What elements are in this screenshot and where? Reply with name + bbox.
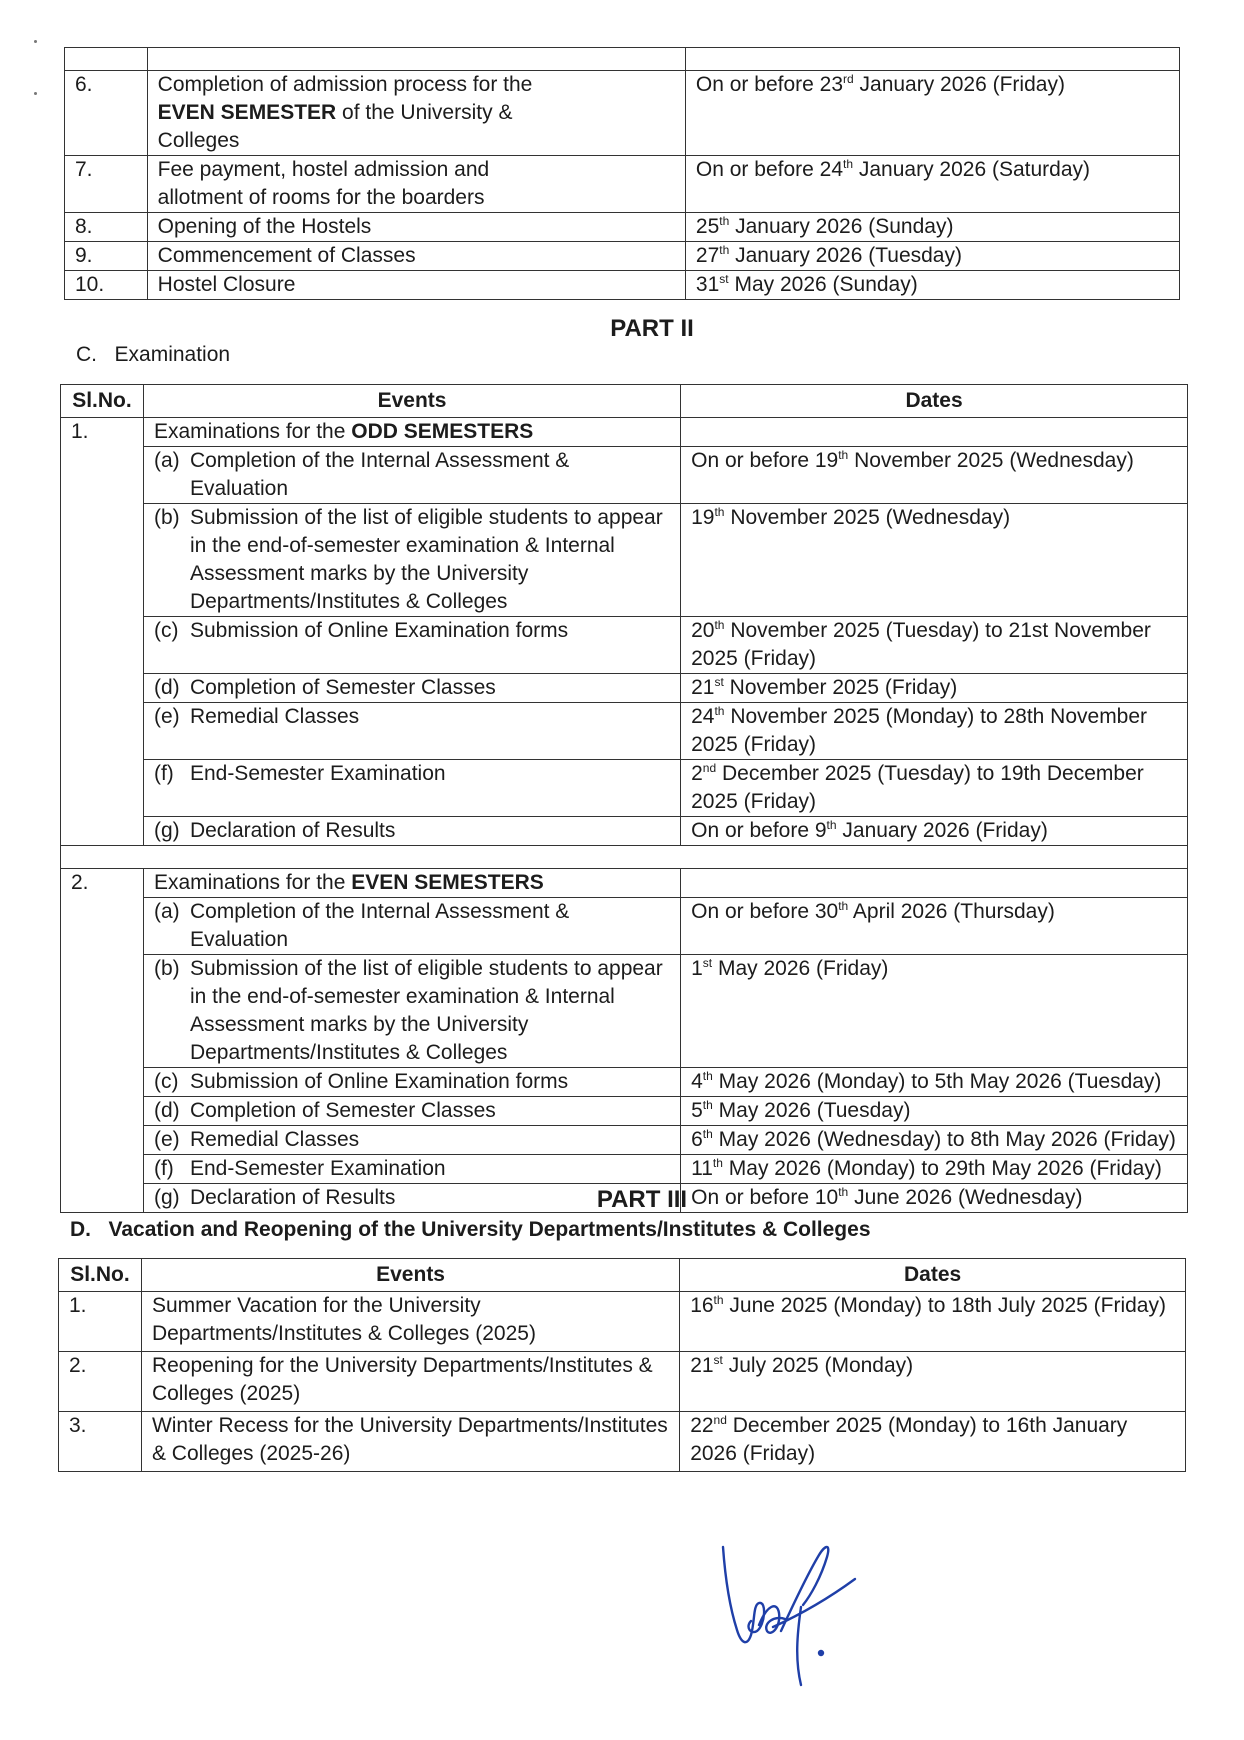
event-cell xyxy=(147,242,685,271)
header-events: Events xyxy=(141,1259,679,1292)
event-cell xyxy=(143,1097,680,1126)
row-number: 9. xyxy=(65,242,148,271)
row-number: 1. xyxy=(59,1292,142,1352)
sub-item xyxy=(154,674,670,702)
event-text: Submission of the list of eligible students to appear in the end-of-semester examination & Internal Assessment marks by the University Departments/Institutes & Colleges xyxy=(189,506,663,613)
date-text-rest: December 2025 (Tuesday) to 19th December 2025 (Friday) xyxy=(691,762,1144,813)
table-row xyxy=(59,1352,1186,1412)
date-text: 31 xyxy=(695,273,720,296)
table-row xyxy=(61,1155,1188,1184)
date-ordinal: th xyxy=(843,157,854,171)
event-text: End-Semester Examination xyxy=(189,1157,446,1180)
sub-item-label: (b) xyxy=(153,506,180,529)
date-text: 21 xyxy=(690,1354,714,1377)
sub-item-label: (a) xyxy=(153,900,180,923)
row-number: 2. xyxy=(61,869,144,1213)
date-text-rest: April 2026 (Thursday) xyxy=(852,900,1055,923)
header-sl: Sl.No. xyxy=(61,385,144,418)
date-ordinal: th xyxy=(838,448,849,462)
date-cell xyxy=(680,1412,1186,1472)
sub-item-label: (a) xyxy=(153,449,180,472)
table-row xyxy=(65,271,1180,300)
section-title: Examination xyxy=(114,343,231,366)
group-title-text: Examinations for the xyxy=(153,871,346,894)
table-row xyxy=(61,703,1188,760)
date-ordinal: th xyxy=(826,818,837,832)
date-ordinal: th xyxy=(702,1127,713,1141)
date-cell xyxy=(681,504,1188,617)
table-row xyxy=(61,504,1188,617)
row-number: 10. xyxy=(65,271,148,300)
date-text: 2 xyxy=(691,762,703,785)
sub-item-label: (f) xyxy=(153,762,174,785)
date-cell xyxy=(681,418,1188,447)
date-cell xyxy=(680,1292,1186,1352)
date-cell xyxy=(685,242,1179,271)
date-cell xyxy=(681,1068,1188,1097)
sub-item-label: (e) xyxy=(153,705,180,728)
date-text: 6 xyxy=(691,1128,703,1151)
section-letter: D. xyxy=(70,1218,91,1241)
date-ordinal: st xyxy=(713,1353,723,1367)
event-text: Remedial Classes xyxy=(189,1128,360,1151)
table-row xyxy=(65,213,1180,242)
table-row xyxy=(61,760,1188,817)
event-text: Submission of Online Examination forms xyxy=(189,619,569,642)
event-text: Completion of Semester Classes xyxy=(189,676,496,699)
date-text-rest: December 2025 (Monday) to 16th January 2026 (Friday) xyxy=(690,1414,1128,1465)
date-cell xyxy=(681,703,1188,760)
date-ordinal: th xyxy=(719,214,730,228)
event-text: Opening of the Hostels xyxy=(157,215,372,238)
date-text: 4 xyxy=(691,1070,703,1093)
table-row xyxy=(65,156,1180,213)
event-cell xyxy=(141,1292,679,1352)
sub-item-label: (c) xyxy=(153,1070,179,1093)
date-text: 5 xyxy=(691,1099,703,1122)
date-text: On or before 19 xyxy=(691,449,839,472)
date-text-rest: May 2026 (Sunday) xyxy=(734,273,918,296)
event-cell xyxy=(147,71,685,156)
event-text: Fee payment, hostel admission and allotment of rooms for the boarders xyxy=(157,158,490,209)
date-text: 24 xyxy=(691,705,715,728)
date-text-rest: January 2026 (Friday) xyxy=(859,73,1065,96)
date-ordinal: st xyxy=(702,956,713,970)
table-row xyxy=(61,955,1188,1068)
date-text-rest: November 2025 (Friday) xyxy=(729,676,958,699)
table-header-row xyxy=(61,385,1188,418)
date-text-rest: May 2026 (Wednesday) to 8th May 2026 (Friday) xyxy=(718,1128,1176,1151)
date-text-rest: November 2025 (Monday) to 28th November 2025 (Friday) xyxy=(691,705,1148,756)
date-ordinal: th xyxy=(712,1156,723,1170)
table-row xyxy=(61,898,1188,955)
date-ordinal: th xyxy=(702,1098,713,1112)
event-cell xyxy=(143,760,680,817)
event-cell xyxy=(147,271,685,300)
date-cell xyxy=(680,1352,1186,1412)
section-letter: C. xyxy=(76,343,97,366)
spacer-row xyxy=(61,846,1188,869)
event-cell xyxy=(147,213,685,242)
date-cell xyxy=(685,271,1179,300)
table-row xyxy=(65,71,1180,156)
event-cell xyxy=(143,617,680,674)
date-text-rest: July 2025 (Monday) xyxy=(728,1354,914,1377)
sub-item xyxy=(154,1068,670,1096)
sub-item xyxy=(154,1126,670,1154)
date-ordinal: nd xyxy=(702,761,717,775)
part3-title: PART III xyxy=(596,1186,688,1213)
event-bold-text: EVEN SEMESTER xyxy=(157,101,337,124)
sub-item xyxy=(154,1155,670,1183)
sub-item-label: (d) xyxy=(153,1099,180,1122)
header-dates: Dates xyxy=(680,1259,1186,1292)
scan-mark xyxy=(34,92,37,95)
date-ordinal: st xyxy=(714,675,724,689)
sub-item-label: (f) xyxy=(153,1157,174,1180)
event-text: Completion of the Internal Assessment & Evaluation xyxy=(189,449,570,500)
date-ordinal: th xyxy=(714,704,725,718)
table-row xyxy=(59,1292,1186,1352)
table-row xyxy=(65,48,1180,71)
table-row xyxy=(61,447,1188,504)
sub-item xyxy=(154,760,670,788)
date-text: 25 xyxy=(695,215,720,238)
date-ordinal: th xyxy=(719,243,730,257)
table-row xyxy=(61,1126,1188,1155)
row-number: 6. xyxy=(65,71,148,156)
sub-item-label: (e) xyxy=(153,1128,180,1151)
sub-item-label: (c) xyxy=(153,619,179,642)
event-text: Completion of the Internal Assessment & Evaluation xyxy=(189,900,570,951)
sub-item xyxy=(154,447,670,503)
date-text: On or before 24 xyxy=(695,158,843,181)
vacation-table xyxy=(58,1258,1186,1472)
header-dates: Dates xyxy=(681,385,1188,418)
date-text-rest: May 2026 (Monday) to 5th May 2026 (Tuesday) xyxy=(718,1070,1162,1093)
sub-item xyxy=(154,898,670,954)
event-cell xyxy=(143,817,680,846)
date-cell xyxy=(681,955,1188,1068)
date-text-rest: November 2025 (Wednesday) xyxy=(730,506,1011,529)
event-text: Summer Vacation for the University Departments/Institutes & Colleges (2025) xyxy=(151,1294,536,1345)
signature-icon xyxy=(715,1535,865,1695)
date-ordinal: th xyxy=(838,899,849,913)
date-text: 21 xyxy=(691,676,715,699)
row-number: 3. xyxy=(59,1412,142,1472)
date-text: On or before 10 xyxy=(691,1186,839,1209)
group-header-row xyxy=(61,418,1188,447)
row-number: 2. xyxy=(59,1352,142,1412)
date-cell xyxy=(681,617,1188,674)
table-row xyxy=(61,617,1188,674)
date-ordinal: th xyxy=(702,1069,713,1083)
date-cell xyxy=(681,869,1188,898)
date-cell xyxy=(681,760,1188,817)
date-cell xyxy=(685,71,1179,156)
date-text: 1 xyxy=(691,957,703,980)
event-cell xyxy=(143,447,680,504)
group-title-bold: ODD SEMESTERS xyxy=(351,420,534,443)
date-text: On or before 9 xyxy=(691,819,827,842)
row-number: 8. xyxy=(65,213,148,242)
sub-item xyxy=(154,955,670,1067)
event-text: Winter Recess for the University Departments/Institutes & Colleges (2025-26) xyxy=(151,1414,668,1465)
event-text: Submission of Online Examination forms xyxy=(189,1070,569,1093)
date-ordinal: rd xyxy=(843,72,854,86)
table-row xyxy=(61,674,1188,703)
event-cell xyxy=(143,955,680,1068)
event-cell xyxy=(141,1352,679,1412)
date-cell xyxy=(681,817,1188,846)
date-ordinal: th xyxy=(713,1293,724,1307)
sub-item-label: (g) xyxy=(153,819,180,842)
date-cell xyxy=(681,1097,1188,1126)
date-ordinal: nd xyxy=(713,1413,727,1427)
sub-item-label: (g) xyxy=(153,1186,180,1209)
part3-section-heading xyxy=(70,1218,871,1242)
date-ordinal: th xyxy=(714,505,725,519)
sub-item xyxy=(154,1097,670,1125)
header-sl: Sl.No. xyxy=(59,1259,142,1292)
date-ordinal: st xyxy=(719,272,729,286)
event-cell xyxy=(143,703,680,760)
event-text: Submission of the list of eligible students to appear in the end-of-semester examination & Internal Assessment marks by the University Departments/Institutes & Colleges xyxy=(189,957,663,1064)
event-text: End-Semester Examination xyxy=(189,762,446,785)
table-row xyxy=(59,1412,1186,1472)
event-text: Completion of admission process for the xyxy=(157,73,533,96)
section-title: Vacation and Reopening of the University Departments/Institutes & Colleges xyxy=(108,1218,871,1241)
event-text: Declaration of Results xyxy=(189,819,396,842)
date-text-rest: June 2025 (Monday) to 18th July 2025 (Friday) xyxy=(729,1294,1166,1317)
date-cell xyxy=(681,1155,1188,1184)
examination-table xyxy=(60,384,1188,1213)
date-text: 19 xyxy=(691,506,715,529)
event-text: Reopening for the University Departments/Institutes & Colleges (2025) xyxy=(151,1354,653,1405)
date-text-rest: November 2025 (Tuesday) to 21st November 2025 (Friday) xyxy=(691,619,1151,670)
table-header-row xyxy=(59,1259,1186,1292)
date-cell xyxy=(681,447,1188,504)
date-text: 22 xyxy=(690,1414,714,1437)
group-title xyxy=(143,418,680,447)
sub-item xyxy=(154,504,670,616)
event-cell xyxy=(147,156,685,213)
date-text-rest: May 2026 (Monday) to 29th May 2026 (Friday) xyxy=(728,1157,1162,1180)
event-cell xyxy=(143,1155,680,1184)
group-header-row xyxy=(61,869,1188,898)
part1-table xyxy=(64,47,1180,300)
date-text: 20 xyxy=(691,619,715,642)
row-number: 7. xyxy=(65,156,148,213)
date-cell xyxy=(685,213,1179,242)
date-text-rest: January 2026 (Sunday) xyxy=(735,215,954,238)
date-cell xyxy=(681,898,1188,955)
event-cell xyxy=(141,1412,679,1472)
header-events: Events xyxy=(143,385,680,418)
event-cell xyxy=(143,674,680,703)
date-text-rest: November 2025 (Wednesday) xyxy=(854,449,1134,472)
date-text-rest: January 2026 (Tuesday) xyxy=(735,244,962,267)
event-cell xyxy=(143,504,680,617)
event-text: Remedial Classes xyxy=(189,705,360,728)
event-cell xyxy=(143,1068,680,1097)
event-text: Completion of Semester Classes xyxy=(189,1099,496,1122)
event-text-rest: of the University & Colleges xyxy=(157,101,513,152)
sub-item xyxy=(154,617,670,645)
sub-item-label: (d) xyxy=(153,676,180,699)
part2-section-heading xyxy=(76,343,230,367)
sub-item xyxy=(154,817,670,845)
date-cell xyxy=(685,156,1179,213)
scan-mark xyxy=(34,40,37,43)
group-title xyxy=(143,869,680,898)
date-text: 16 xyxy=(690,1294,714,1317)
spacer-cell xyxy=(61,846,1188,869)
event-text: Declaration of Results xyxy=(189,1186,396,1209)
table-row xyxy=(61,817,1188,846)
date-cell xyxy=(681,1126,1188,1155)
date-ordinal: th xyxy=(714,618,725,632)
date-cell xyxy=(681,674,1188,703)
group-title-bold: EVEN SEMESTERS xyxy=(351,871,544,894)
part2-title: PART II xyxy=(610,315,694,342)
date-text: 11 xyxy=(691,1157,713,1180)
date-text: On or before 30 xyxy=(691,900,839,923)
date-text-rest: January 2026 (Saturday) xyxy=(858,158,1090,181)
date-text: 27 xyxy=(695,244,720,267)
date-text-rest: May 2026 (Friday) xyxy=(717,957,889,980)
event-cell xyxy=(143,1126,680,1155)
event-cell xyxy=(143,898,680,955)
date-text-rest: May 2026 (Tuesday) xyxy=(718,1099,911,1122)
sub-item-label: (b) xyxy=(153,957,180,980)
date-text-rest: June 2026 (Wednesday) xyxy=(854,1186,1083,1209)
table-row xyxy=(65,242,1180,271)
event-text: Hostel Closure xyxy=(157,273,296,296)
table-row xyxy=(61,1097,1188,1126)
row-number: 1. xyxy=(61,418,144,846)
group-title-text: Examinations for the xyxy=(153,420,346,443)
date-text: On or before 23 xyxy=(695,73,843,96)
date-ordinal: th xyxy=(838,1185,849,1199)
date-text-rest: January 2026 (Friday) xyxy=(842,819,1048,842)
event-text: Commencement of Classes xyxy=(157,244,416,267)
sub-item xyxy=(154,703,670,731)
table-row xyxy=(61,1068,1188,1097)
